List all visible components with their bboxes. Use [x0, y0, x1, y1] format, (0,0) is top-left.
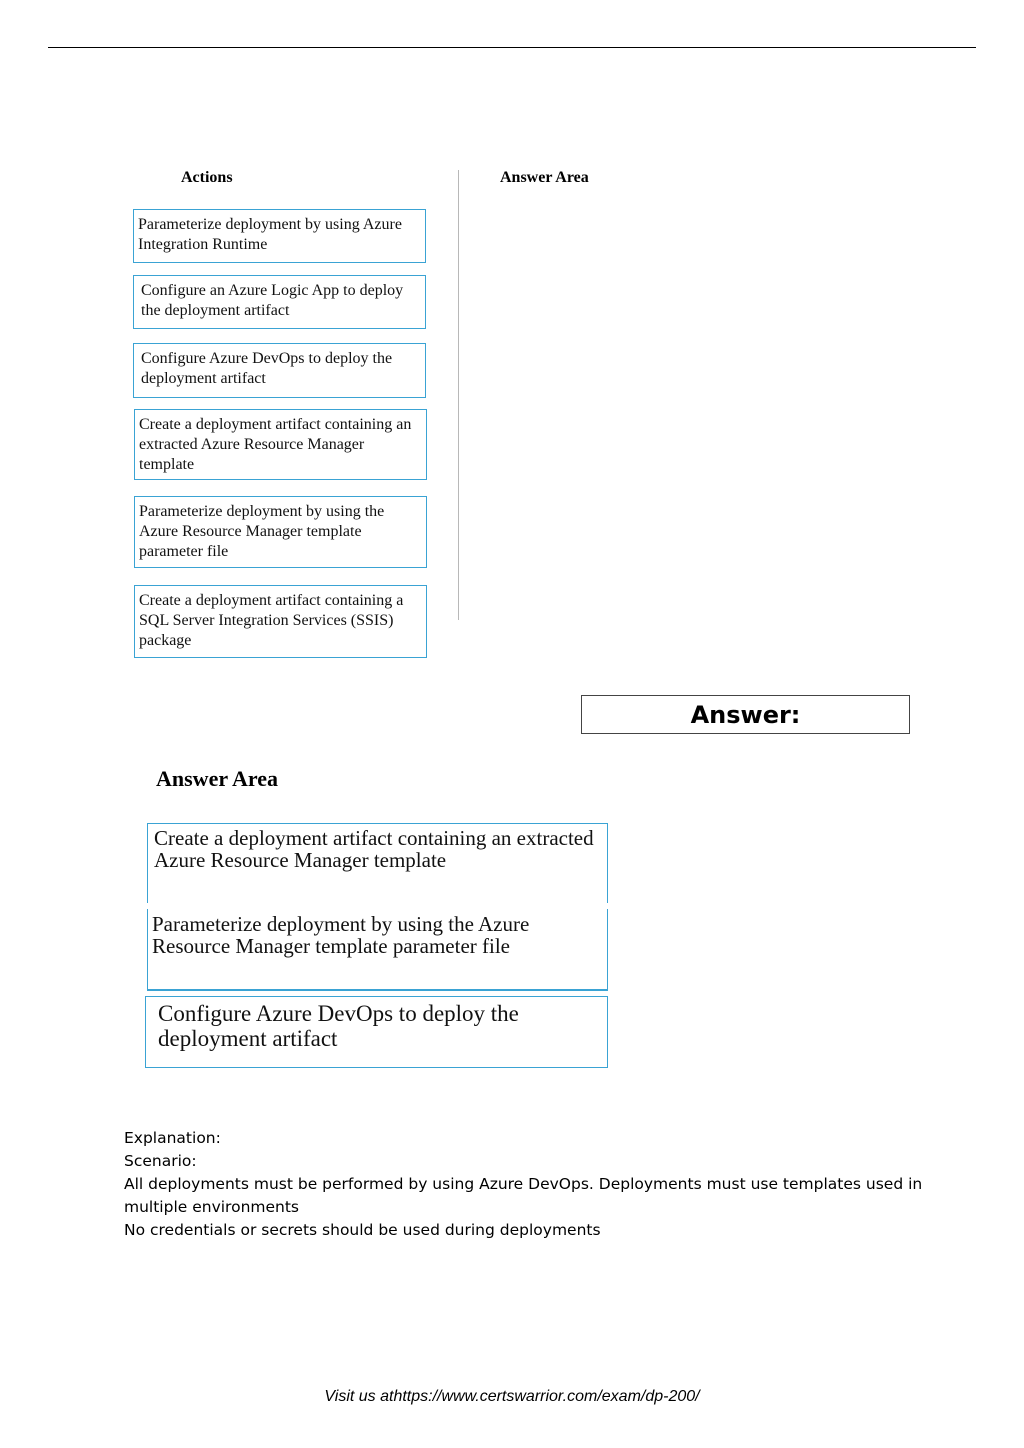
explanation-line: All deployments must be performed by using Azure DevOps. Deployments must use templates used in multiple environments [124, 1175, 923, 1216]
top-rule [48, 47, 976, 48]
action-item[interactable]: Configure Azure DevOps to deploy the deployment artifact [133, 343, 426, 398]
action-item[interactable]: Parameterize deployment by using Azure Integration Runtime [133, 209, 426, 263]
answer-item: Create a deployment artifact containing an extracted Azure Resource Manager template [147, 823, 608, 903]
explanation-line: No credentials or secrets should be used during deployments [124, 1221, 601, 1239]
actions-heading: Actions [181, 169, 233, 186]
action-item[interactable]: Parameterize deployment by using the Azure Resource Manager template parameter file [134, 496, 427, 568]
answer-item: Parameterize deployment by using the Azure Resource Manager template parameter file [147, 909, 608, 991]
explanation [124, 1127, 924, 1242]
footer-link[interactable]: Visit us athttps://www.certswarrior.com/exam/dp-200/ [324, 1388, 700, 1405]
answer-item: Configure Azure DevOps to deploy the deployment artifact [145, 996, 608, 1068]
scenario-label: Scenario: [124, 1152, 197, 1170]
answer-heading: Answer Area [156, 766, 279, 791]
column-divider [458, 170, 459, 620]
explanation-title: Explanation: [124, 1129, 221, 1147]
answer-area-heading: Answer Area [500, 169, 589, 186]
action-item[interactable]: Configure an Azure Logic App to deploy the deployment artifact [133, 275, 426, 329]
answer-label: Answer: [581, 695, 910, 734]
action-item[interactable]: Create a deployment artifact containing a SQL Server Integration Services (SSIS) package [134, 585, 427, 658]
action-item[interactable]: Create a deployment artifact containing an extracted Azure Resource Manager template [134, 409, 427, 480]
